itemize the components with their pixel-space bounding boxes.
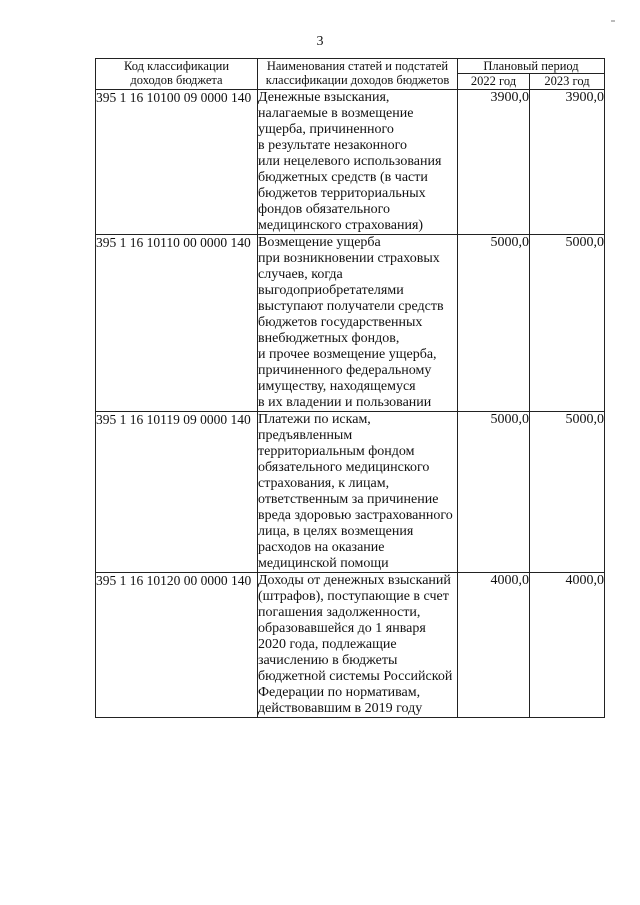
header-year-2023: 2023 год <box>530 74 605 90</box>
income-item-name-line: бюджетных средств (в части <box>258 170 428 185</box>
classification-code: 395 1 16 10100 09 0000 140 <box>96 90 258 235</box>
income-item-name-line: имуществу, находящемуся <box>258 379 416 394</box>
amount-2023: 5000,0 <box>530 235 605 412</box>
income-item-name-line: расходов на оказание <box>258 540 385 555</box>
income-item-name-line: медицинской помощи <box>258 556 389 571</box>
header-name-line2: классификации доходов бюджетов <box>265 73 450 87</box>
income-item-name-line: вреда здоровью застрахованного <box>258 508 453 523</box>
table-row <box>96 573 605 718</box>
income-item-name <box>258 235 458 412</box>
amount-2022: 5000,0 <box>458 412 530 573</box>
header-name <box>258 59 458 90</box>
income-item-name-line: страхования, к лицам, <box>258 476 390 491</box>
header-planned-period: Плановый период <box>458 59 605 74</box>
income-item-name-line: Федерации по нормативам, <box>258 685 421 700</box>
income-item-name-line: бюджетов территориальных <box>258 186 426 201</box>
income-item-name-line: действовавшим в 2019 году <box>258 701 423 716</box>
income-item-name <box>258 412 458 573</box>
income-item-name-line: в их владении и пользовании <box>258 395 432 410</box>
classification-code: 395 1 16 10120 00 0000 140 <box>96 573 258 718</box>
amount-2022: 4000,0 <box>458 573 530 718</box>
income-item-name-line: и прочее возмещение ущерба, <box>258 347 437 362</box>
scan-mark <box>611 20 615 22</box>
income-item-name-line: причиненного федеральному <box>258 363 432 378</box>
header-code <box>96 59 258 90</box>
header-name-line1: Наименования статей и подстатей <box>266 59 449 73</box>
income-item-name-line: (штрафов), поступающие в счет <box>258 589 449 604</box>
income-item-name-line: внебюджетных фондов, <box>258 331 400 346</box>
income-item-name-line: бюджетов государственных <box>258 315 423 330</box>
income-item-name-line: 2020 года, подлежащие <box>258 637 397 652</box>
income-item-name-line: Денежные взыскания, <box>258 90 390 105</box>
income-item-name-line: Доходы от денежных взысканий <box>258 573 451 588</box>
income-item-name-line: фондов обязательного <box>258 202 390 217</box>
table-body <box>96 90 605 718</box>
amount-2023: 3900,0 <box>530 90 605 235</box>
amount-2022: 5000,0 <box>458 235 530 412</box>
income-item-name-line: Возмещение ущерба <box>258 235 381 250</box>
income-item-name <box>258 573 458 718</box>
income-item-name-line: выгодоприобретателями <box>258 283 404 298</box>
income-item-name-line: случаев, когда <box>258 267 343 282</box>
amount-2023: 4000,0 <box>530 573 605 718</box>
amount-2022: 3900,0 <box>458 90 530 235</box>
income-item-name-line: бюджетной системы Российской <box>258 669 453 684</box>
income-item-name-line: налагаемые в возмещение <box>258 106 414 121</box>
income-classification-table <box>95 58 605 718</box>
income-item-name-line: предъявленным <box>258 428 353 443</box>
classification-code: 395 1 16 10119 09 0000 140 <box>96 412 258 573</box>
income-item-name-line: лица, в целях возмещения <box>258 524 414 539</box>
income-item-name-line: образовавшейся до 1 января <box>258 621 426 636</box>
income-item-name-line: или нецелевого использования <box>258 154 442 169</box>
table-row <box>96 90 605 235</box>
classification-code: 395 1 16 10110 00 0000 140 <box>96 235 258 412</box>
header-code-line2: доходов бюджета <box>130 73 223 87</box>
header-year-2022: 2022 год <box>458 74 530 90</box>
income-item-name-line: зачислению в бюджеты <box>258 653 398 668</box>
income-item-name-line: погашения задолженности, <box>258 605 421 620</box>
header-code-line1: Код классификации <box>123 59 230 73</box>
income-item-name-line: территориальным фондом <box>258 444 415 459</box>
income-item-name-line: выступают получатели средств <box>258 299 444 314</box>
income-item-name-line: медицинского страхования) <box>258 218 424 233</box>
table-header-row <box>96 59 605 74</box>
income-item-name-line: обязательного медицинского <box>258 460 430 475</box>
income-item-name-line: при возникновении страховых <box>258 251 440 266</box>
amount-2023: 5000,0 <box>530 412 605 573</box>
page-number: 3 <box>316 34 324 49</box>
income-item-name-line: Платежи по искам, <box>258 412 371 427</box>
income-item-name-line: ущерба, причиненного <box>258 122 394 137</box>
income-item-name <box>258 90 458 235</box>
table-row <box>96 412 605 573</box>
income-item-name-line: ответственным за причинение <box>258 492 439 507</box>
income-item-name-line: в результате незаконного <box>258 138 408 153</box>
table-row <box>96 235 605 412</box>
